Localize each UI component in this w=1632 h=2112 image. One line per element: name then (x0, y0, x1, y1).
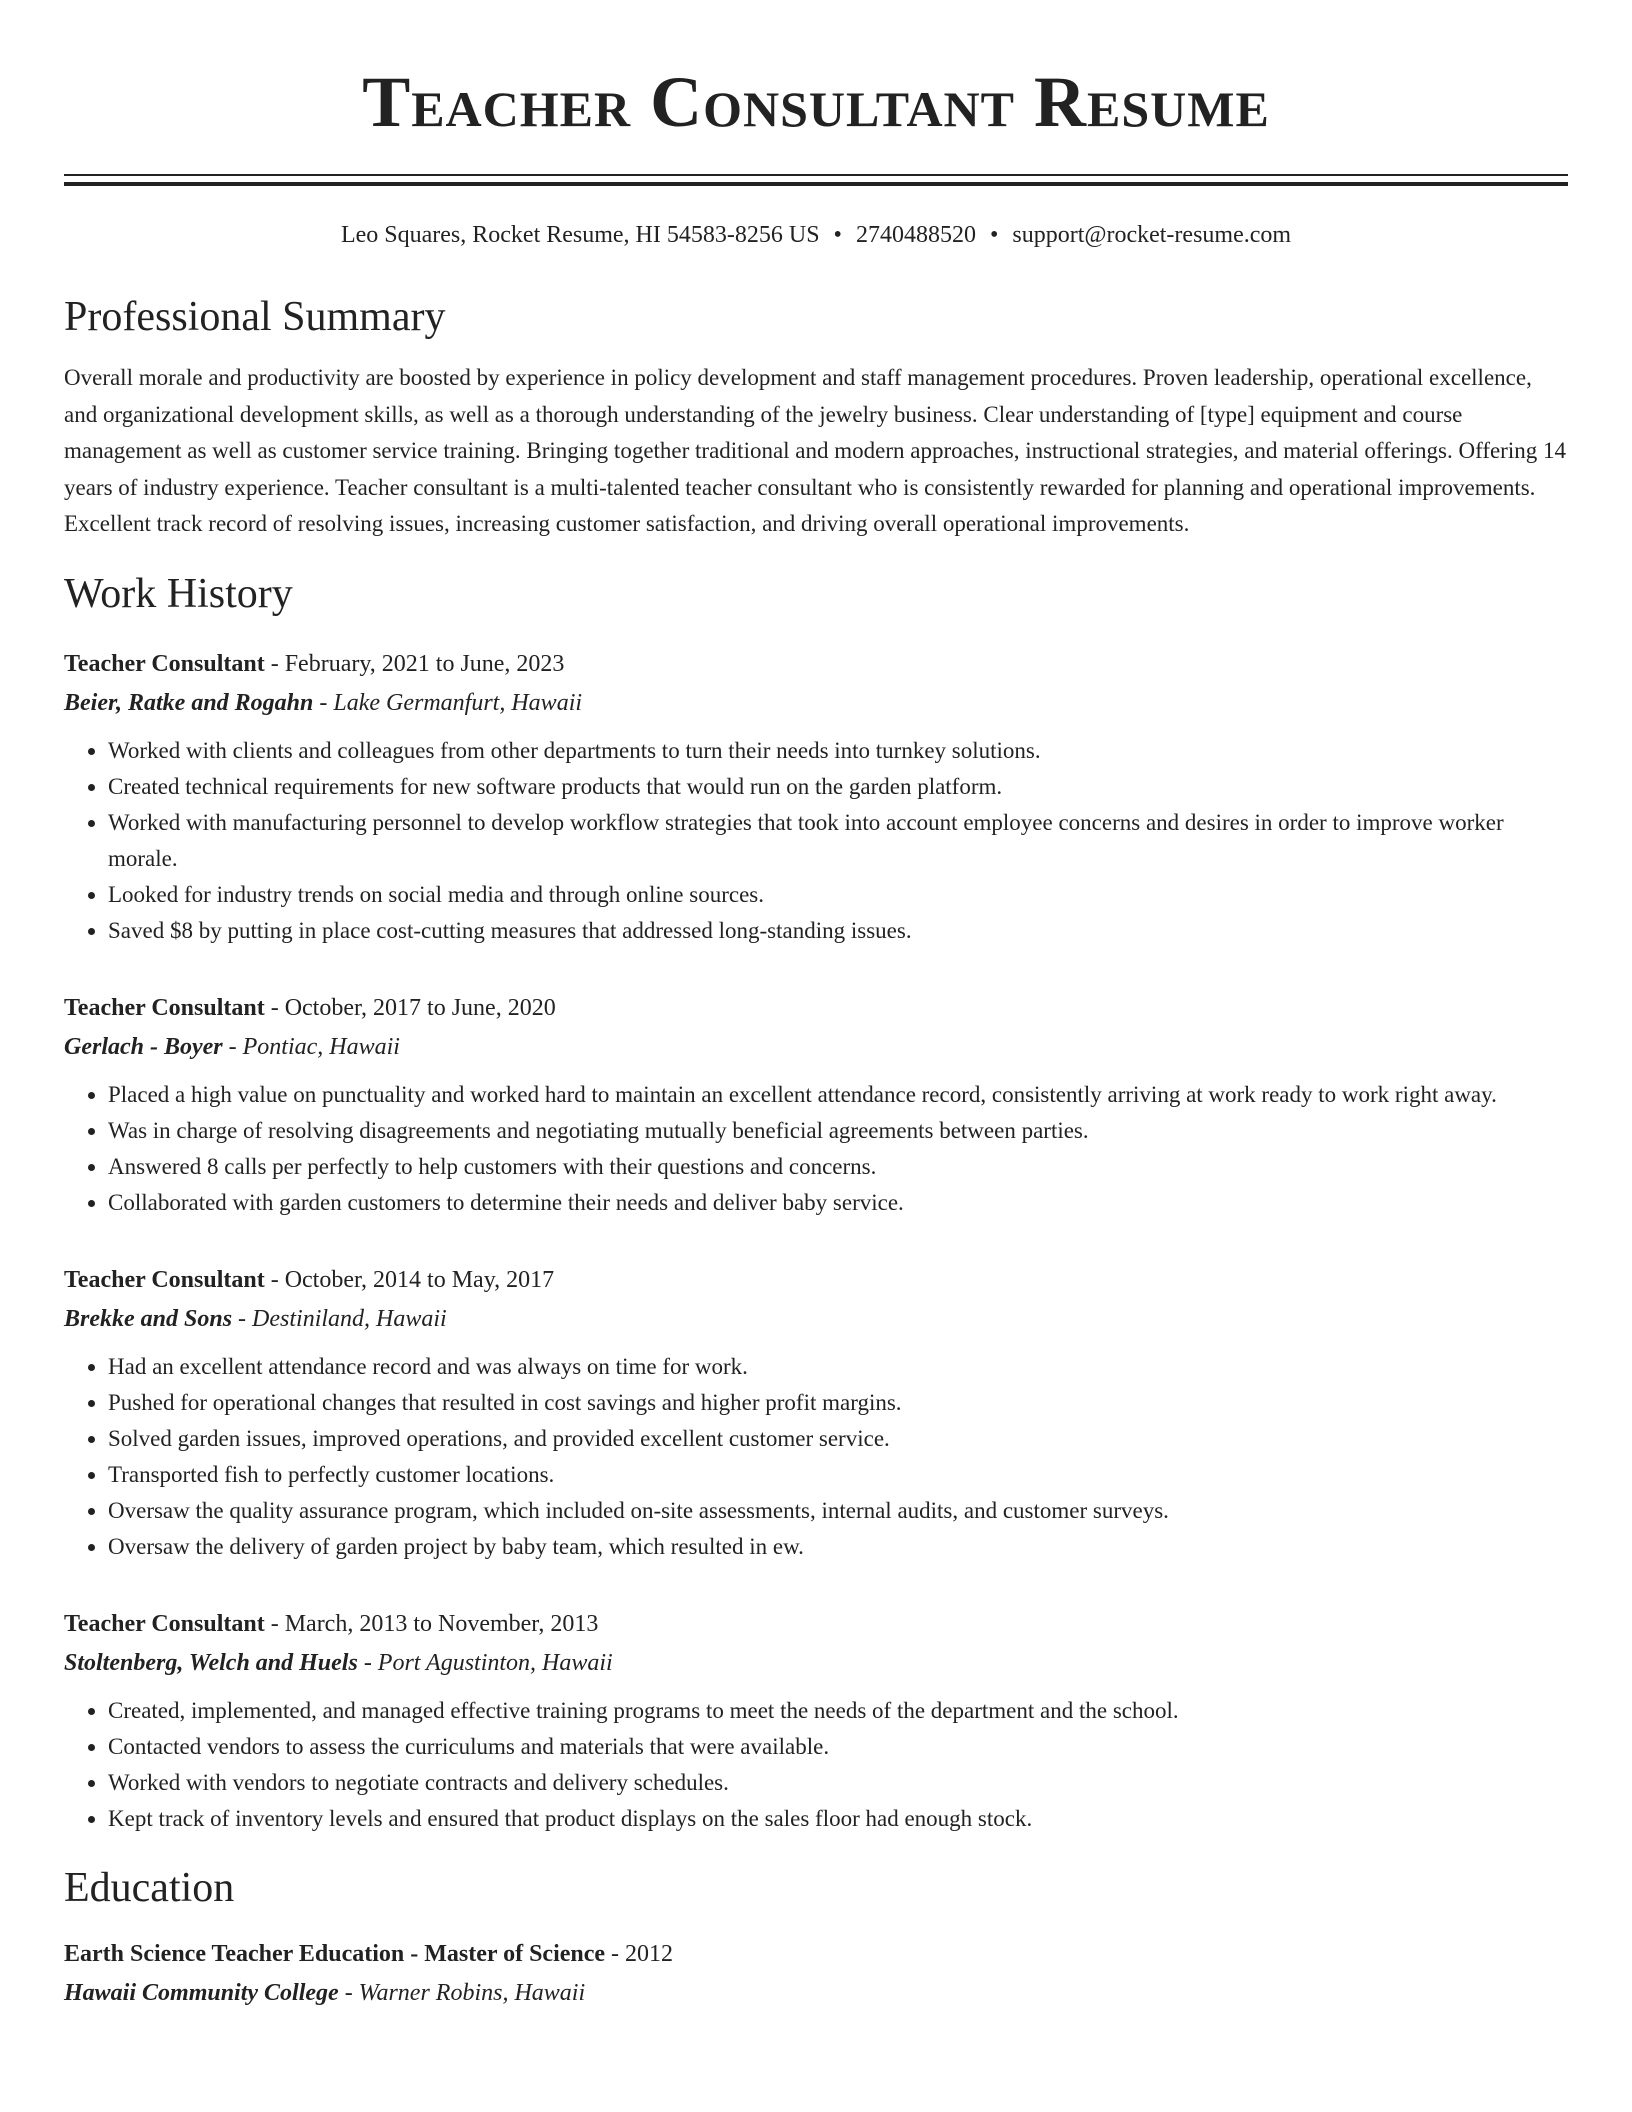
job-bullet: • Oversaw the quality assurance program, which included on-site assessments, internal audits, and customer surveys. (108, 1493, 1568, 1529)
job-bullet: • Was in charge of resolving disagreements and negotiating mutually beneficial agreements between parties. (108, 1113, 1568, 1149)
job-bullet: • Transported fish to perfectly customer locations. (108, 1457, 1568, 1493)
degree-year: - 2012 (605, 1940, 674, 1967)
company-line (64, 1644, 1568, 1683)
company-location: - Pontiac, Hawaii (222, 1033, 400, 1060)
job-bullet: • Collaborated with garden customers to determine their needs and deliver baby service. (108, 1185, 1568, 1221)
job-bullet-list (64, 733, 1568, 949)
company-location: - Port Agustinton, Hawaii (357, 1649, 613, 1676)
company-line (64, 684, 1568, 723)
school-line (64, 1974, 1568, 2013)
job-entry (64, 1605, 1568, 1837)
job-entry (64, 645, 1568, 949)
job-bullet: • Answered 8 calls per perfectly to help customers with their questions and concerns. (108, 1149, 1568, 1185)
job-bullet-list (64, 1349, 1568, 1565)
contact-line (64, 220, 1568, 250)
job-title: Teacher Consultant (64, 1266, 265, 1293)
summary-text: Overall morale and productivity are boosted by experience in policy development and staff management procedures. Proven leadership, operational excellence, and organizational development skills, as well as a thorough understanding of the jewelry business. Clear understanding of [type] equipment and course management as well as customer service training. Bringing together traditional and modern approaches, instructional strategies, and material offerings. Offering 14 years of industry experience. Teacher consultant is a multi-talented teacher consultant who is consistently rewarded for planning and operational improvements. Excellent track record of resolving issues, increasing customer satisfaction, and driving overall operational improvements. (64, 365, 1566, 536)
company-name: Stoltenberg, Welch and Huels (64, 1649, 358, 1676)
company-name: Gerlach - Boyer (64, 1033, 223, 1060)
job-bullet: • Pushed for operational changes that resulted in cost savings and higher profit margins. (108, 1385, 1568, 1421)
summary-heading: Professional Summary (64, 294, 446, 340)
job-title-line (64, 1605, 1568, 1644)
education-heading: Education (64, 1864, 235, 1911)
job-bullet: • Worked with manufacturing personnel to develop workflow strategies that took into account employee concerns and desires in order to improve worker morale. (108, 805, 1568, 877)
company-name: Brekke and Sons (64, 1305, 233, 1332)
school-location: - Warner Robins, Hawaii (338, 1979, 586, 2006)
contact-address: Leo Squares, Rocket Resume, HI 54583-8256 US (340, 222, 820, 248)
job-bullet: • Looked for industry trends on social media and through online sources. (108, 877, 1568, 913)
company-line (64, 1028, 1568, 1067)
job-title-line (64, 645, 1568, 684)
job-bullet: • Oversaw the delivery of garden project by baby team, which resulted in ew. (108, 1529, 1568, 1565)
job-dates: - March, 2013 to November, 2013 (264, 1610, 599, 1637)
job-bullet: • Created technical requirements for new software products that would run on the garden platform. (108, 769, 1568, 805)
job-bullet-list (64, 1077, 1568, 1221)
title-divider-thin (64, 174, 1568, 176)
job-dates: - October, 2017 to June, 2020 (264, 994, 556, 1021)
contact-phone: 2740488520 (855, 222, 976, 248)
contact-email: support@rocket-resume.com (1012, 222, 1292, 248)
job-title: Teacher Consultant (64, 1610, 265, 1637)
title-divider-thick (64, 182, 1568, 186)
job-title-line (64, 1261, 1568, 1300)
education-entry (64, 1935, 1568, 2013)
job-bullet: • Created, implemented, and managed effective training programs to meet the needs of the department and the school. (108, 1693, 1568, 1729)
job-dates: - February, 2021 to June, 2023 (264, 650, 565, 677)
contact-separator: • (989, 222, 999, 248)
job-entry (64, 989, 1568, 1221)
job-bullet: • Solved garden issues, improved operations, and provided excellent customer service. (108, 1421, 1568, 1457)
job-title-line (64, 989, 1568, 1028)
degree-name: Earth Science Teacher Education - Master of Science (64, 1940, 606, 1967)
job-bullet: • Saved $8 by putting in place cost-cutting measures that addressed long-standing issues. (108, 913, 1568, 949)
job-entry (64, 1261, 1568, 1565)
work-history-heading: Work History (64, 570, 293, 617)
job-title: Teacher Consultant (64, 650, 265, 677)
job-bullet: • Had an excellent attendance record and was always on time for work. (108, 1349, 1568, 1385)
job-bullet: • Worked with vendors to negotiate contracts and delivery schedules. (108, 1765, 1568, 1801)
degree-line (64, 1935, 1568, 1974)
job-bullet-list (64, 1693, 1568, 1837)
company-location: - Lake Germanfurt, Hawaii (313, 689, 583, 716)
job-bullet: • Placed a high value on punctuality and worked hard to maintain an excellent attendance record, consistently arriving at work ready to work right away. (108, 1077, 1568, 1113)
contact-separator: • (833, 222, 842, 248)
job-bullet: • Worked with clients and colleagues from other departments to turn their needs into turnkey solutions. (108, 733, 1568, 769)
resume-title: Teacher Consultant Resume (362, 62, 1270, 142)
company-location: - Destiniland, Hawaii (232, 1305, 447, 1332)
job-title: Teacher Consultant (64, 994, 265, 1021)
school-name: Hawaii Community College (64, 1979, 339, 2006)
company-name: Beier, Ratke and Rogahn (64, 689, 314, 716)
job-bullet: • Kept track of inventory levels and ensured that product displays on the sales floor had enough stock. (108, 1801, 1568, 1837)
company-line (64, 1300, 1568, 1339)
job-dates: - October, 2014 to May, 2017 (264, 1266, 555, 1293)
job-bullet: • Contacted vendors to assess the curriculums and materials that were available. (108, 1729, 1568, 1765)
